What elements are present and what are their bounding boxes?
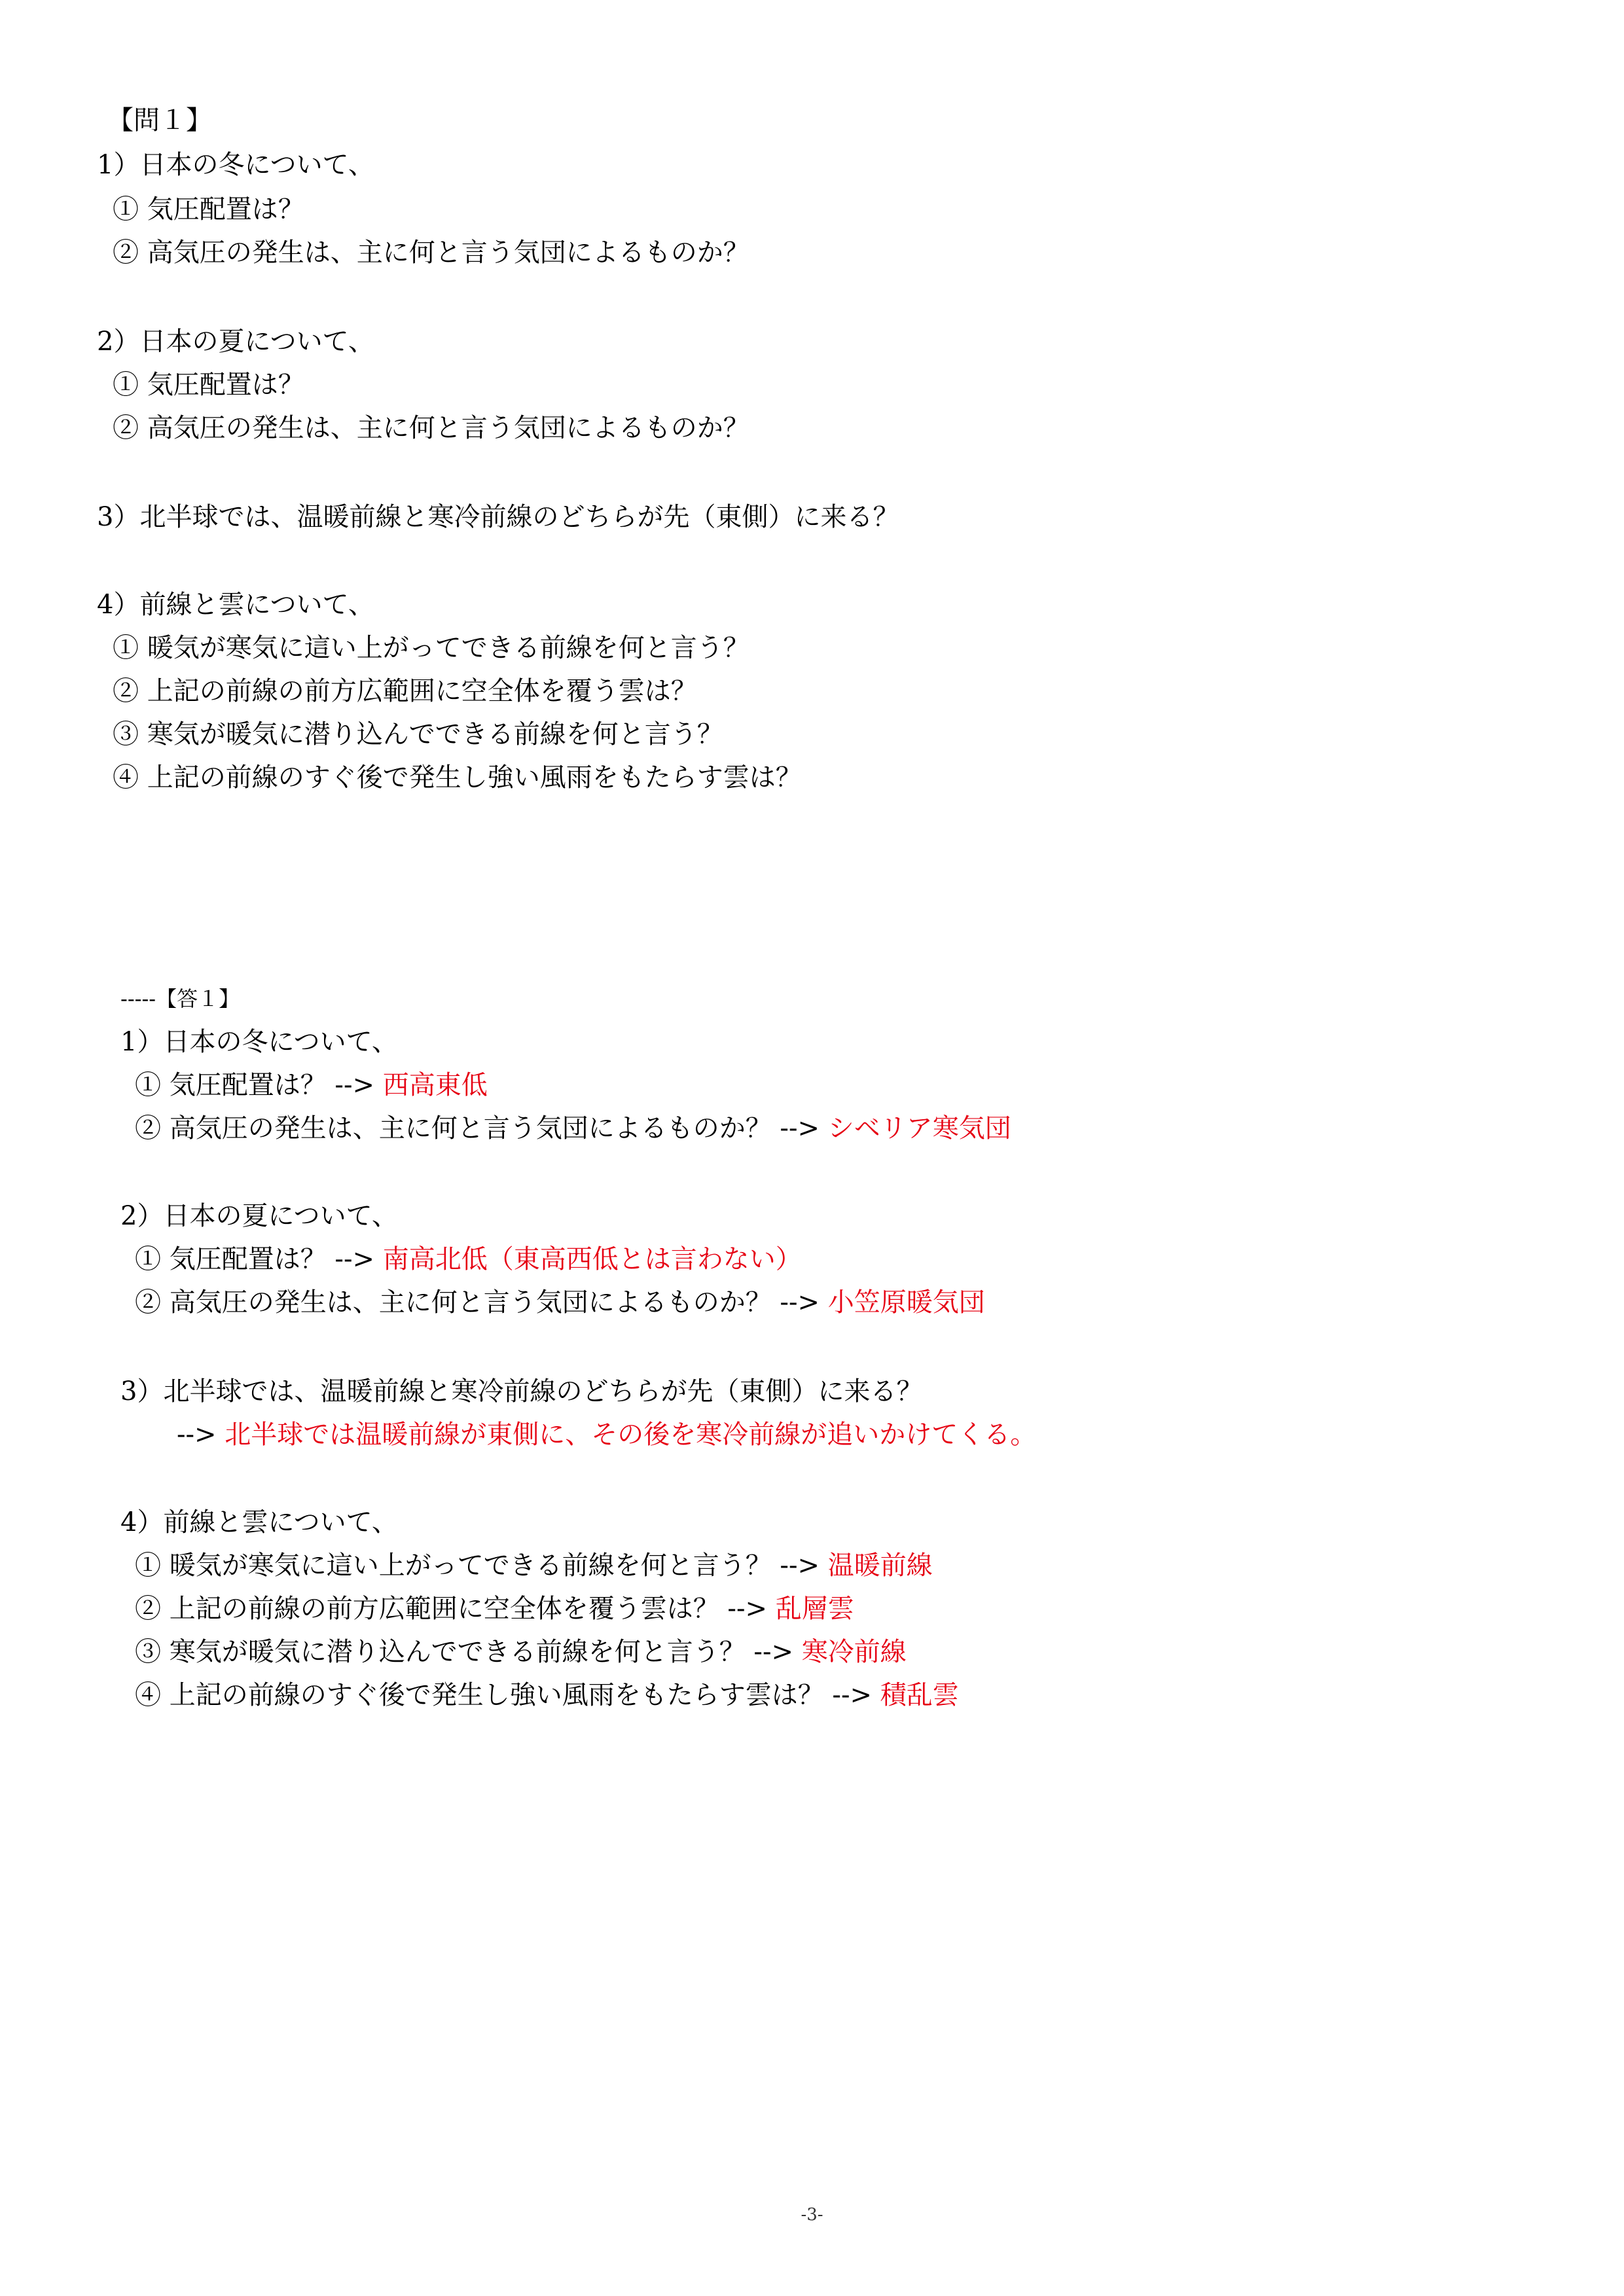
answer-4-question-3: ③ 寒気が暖気に潜り込んでできる前線を何と言う？ --> xyxy=(135,1637,802,1667)
answer-2-answer-1: 南高北低（東高西低とは言わない） xyxy=(382,1244,802,1274)
answer-4-question-1: ① 暖気が寒気に這い上がってできる前線を何と言う？ --> xyxy=(135,1551,828,1581)
answer-1-item-1 xyxy=(135,1069,488,1101)
question-4-item-2: ② 上記の前線の前方広範囲に空全体を覆う雲は？ xyxy=(113,676,697,706)
answer-2-item-1 xyxy=(135,1244,802,1275)
question-1-title: 1）日本の冬について、 xyxy=(97,150,374,180)
answer-2-item-2 xyxy=(135,1287,985,1318)
answer-1-item-2 xyxy=(135,1113,1011,1144)
question-4-title: 4）前線と雲について、 xyxy=(97,590,374,620)
answer-2-answer-2: 小笠原暖気団 xyxy=(827,1287,985,1318)
question-4-item-1: ① 暖気が寒気に這い上がってできる前線を何と言う？ xyxy=(113,633,749,663)
question-2-title: 2）日本の夏について、 xyxy=(97,327,374,357)
answer-3-arrow: --> xyxy=(177,1420,225,1450)
question-4-item-3: ③ 寒気が暖気に潜り込んでできる前線を何と言う？ xyxy=(113,719,723,749)
question-2-item-2: ② 高気圧の発生は、主に何と言う気団によるものか？ xyxy=(113,413,749,443)
answer-4-answer-3: 寒冷前線 xyxy=(801,1637,907,1667)
question-2-item-1: ① 気圧配置は？ xyxy=(113,370,304,400)
question-4-item-4: ④ 上記の前線のすぐ後で発生し強い風雨をもたらす雲は？ xyxy=(113,762,802,793)
question-header: 【問１】 xyxy=(107,105,212,135)
answer-4-item-1 xyxy=(135,1550,933,1581)
answer-1-title: 1）日本の冬について、 xyxy=(120,1027,398,1057)
answer-3-title: 3）北半球では、温暖前線と寒冷前線のどちらが先（東側）に来る？ xyxy=(120,1376,923,1407)
answer-1-question-1: ① 気圧配置は？ --> xyxy=(135,1070,383,1100)
question-3-title: 3）北半球では、温暖前線と寒冷前線のどちらが先（東側）に来る？ xyxy=(97,502,899,532)
answer-1-answer-1: 西高東低 xyxy=(382,1070,488,1100)
page-number: -3- xyxy=(801,2205,823,2225)
answer-2-question-1: ① 気圧配置は？ --> xyxy=(135,1244,383,1274)
answer-3-answer: 北半球では温暖前線が東側に、その後を寒冷前線が追いかけてくる。 xyxy=(225,1420,1037,1450)
question-1-item-2: ② 高気圧の発生は、主に何と言う気団によるものか？ xyxy=(113,238,749,268)
answer-1-question-2: ② 高気圧の発生は、主に何と言う気団によるものか？ --> xyxy=(135,1113,828,1143)
question-1-item-1: ① 気圧配置は？ xyxy=(113,194,304,224)
answer-4-title: 4）前線と雲について、 xyxy=(120,1507,398,1537)
answer-2-title: 2）日本の夏について、 xyxy=(120,1201,398,1231)
answer-4-item-4 xyxy=(135,1679,959,1711)
answer-2-question-2: ② 高気圧の発生は、主に何と言う気団によるものか？ --> xyxy=(135,1287,828,1318)
answer-4-item-3 xyxy=(135,1636,907,1668)
answer-4-answer-1: 温暖前線 xyxy=(827,1551,933,1581)
answer-3-item xyxy=(177,1419,1036,1450)
answer-4-question-2: ② 上記の前線の前方広範囲に空全体を覆う雲は？ --> xyxy=(135,1594,776,1624)
answer-4-item-2 xyxy=(135,1593,854,1624)
answer-header: -----【答１】 xyxy=(120,986,240,1011)
answer-4-question-4: ④ 上記の前線のすぐ後で発生し強い風雨をもたらす雲は？ --> xyxy=(135,1680,880,1710)
answer-4-answer-4: 積乱雲 xyxy=(880,1680,959,1710)
answer-1-answer-2: シベリア寒気団 xyxy=(827,1113,1011,1143)
answer-4-answer-2: 乱層雲 xyxy=(775,1594,854,1624)
